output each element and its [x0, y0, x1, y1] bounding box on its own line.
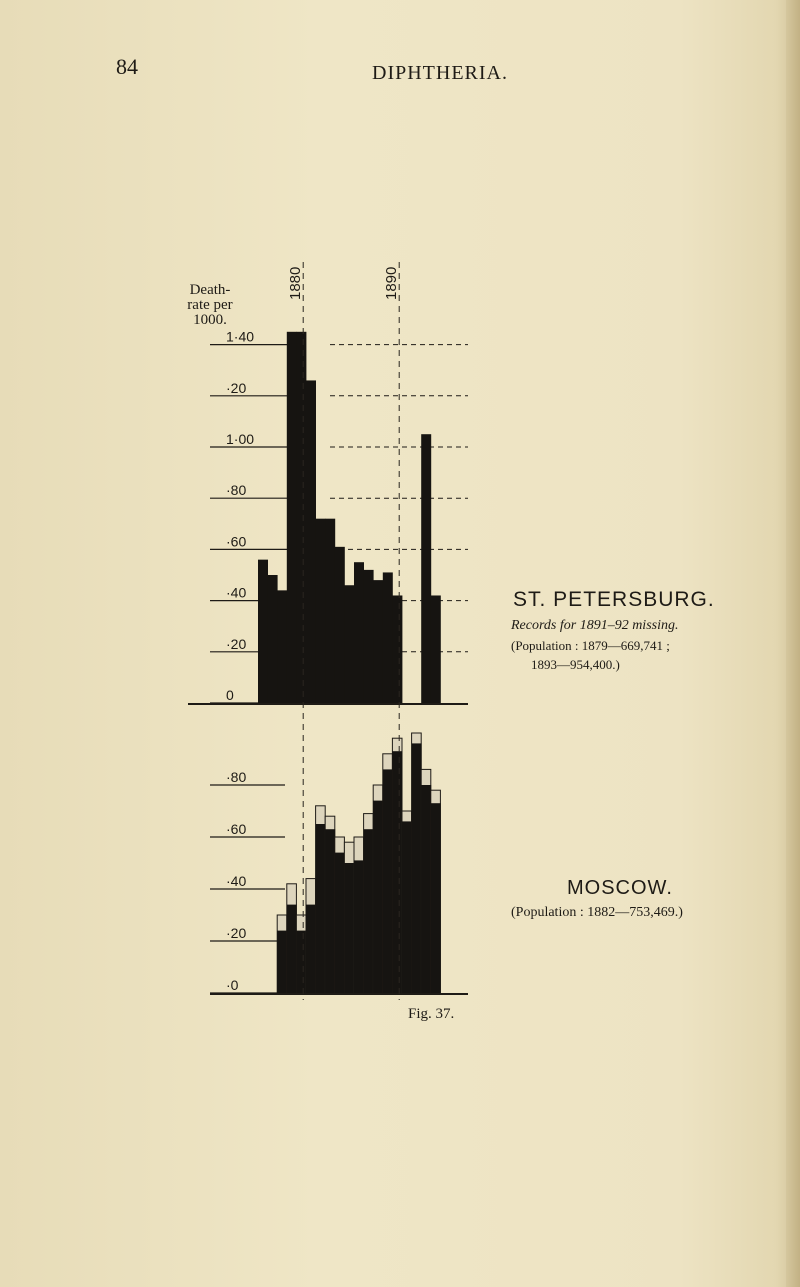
moscow-tick-label: ·80 [226, 769, 247, 785]
moscow-bar [306, 905, 316, 993]
moscow-bar [344, 863, 354, 993]
st-petersburg-bar [373, 580, 383, 703]
st-petersburg-population-1: (Population : 1879—669,741 ; [511, 638, 670, 653]
moscow-bar [392, 751, 402, 993]
st-petersburg-bar [268, 575, 278, 703]
st-petersburg-title: ST. PETERSBURG. [513, 588, 715, 611]
moscow-bar [373, 801, 383, 993]
moscow-bar [335, 853, 345, 993]
moscow-bar [354, 860, 364, 993]
st-petersburg-tick-label: ·80 [226, 482, 247, 499]
moscow-title: MOSCOW. [567, 877, 673, 899]
st-petersburg-bar [431, 595, 441, 703]
st-petersburg-tick-label: 1·40 [226, 328, 255, 345]
st-petersburg-tick-label: ·60 [226, 533, 247, 550]
st-petersburg-tick-label: ·20 [226, 379, 247, 396]
moscow-bar [431, 803, 441, 993]
st-petersburg-bar [316, 519, 326, 703]
st-petersburg-bar [421, 434, 431, 703]
st-petersburg-population-2: 1893—954,400.) [531, 657, 620, 672]
moscow-bar [364, 829, 374, 993]
st-petersburg-tick-label: 0 [226, 687, 234, 703]
st-petersburg-bar [296, 332, 306, 703]
moscow-tick-label: ·0 [226, 977, 239, 993]
moscow-bar [383, 769, 393, 993]
st-petersburg-tick-label: 1·00 [226, 431, 255, 447]
moscow-bar [421, 785, 431, 993]
st-petersburg-bar [306, 380, 316, 703]
moscow-tick-label: ·20 [226, 925, 247, 941]
running-head: DIPHTHERIA. [372, 62, 508, 84]
figure-caption: Fig. 37. [408, 1006, 455, 1022]
st-petersburg-tick-label: ·40 [226, 584, 247, 601]
st-petersburg-bar [364, 570, 374, 703]
moscow-bar [316, 824, 326, 993]
y-axis-label-line: rate per [187, 297, 233, 313]
st-petersburg-bar [335, 547, 345, 703]
st-petersburg-bar [277, 590, 287, 703]
page-number: 84 [116, 54, 138, 79]
y-axis-label-line: 1000. [193, 312, 227, 328]
st-petersburg-note: Records for 1891–92 missing. [511, 618, 679, 633]
st-petersburg-bar [325, 519, 335, 703]
moscow-bar [287, 905, 297, 993]
st-petersburg-tick-label: ·20 [226, 635, 247, 652]
y-axis-label-line: Death- [189, 282, 231, 298]
moscow-tick-label: ·60 [226, 821, 247, 837]
moscow-tick-label: ·40 [226, 873, 247, 889]
moscow-population: (Population : 1882—753,469.) [511, 905, 683, 920]
moscow-bar [325, 829, 335, 993]
st-petersburg-bar [258, 560, 268, 703]
st-petersburg-bar [392, 595, 402, 703]
st-petersburg-bar [383, 572, 393, 703]
moscow-bar [277, 931, 287, 993]
st-petersburg-bar [344, 585, 354, 703]
moscow-bar [296, 931, 306, 993]
year-marker-label: 1880 [287, 266, 305, 300]
st-petersburg-bar [354, 562, 364, 703]
year-marker-label: 1890 [383, 266, 401, 300]
moscow-bar [412, 743, 422, 993]
st-petersburg-bar [287, 332, 297, 703]
moscow-bar [402, 821, 412, 993]
